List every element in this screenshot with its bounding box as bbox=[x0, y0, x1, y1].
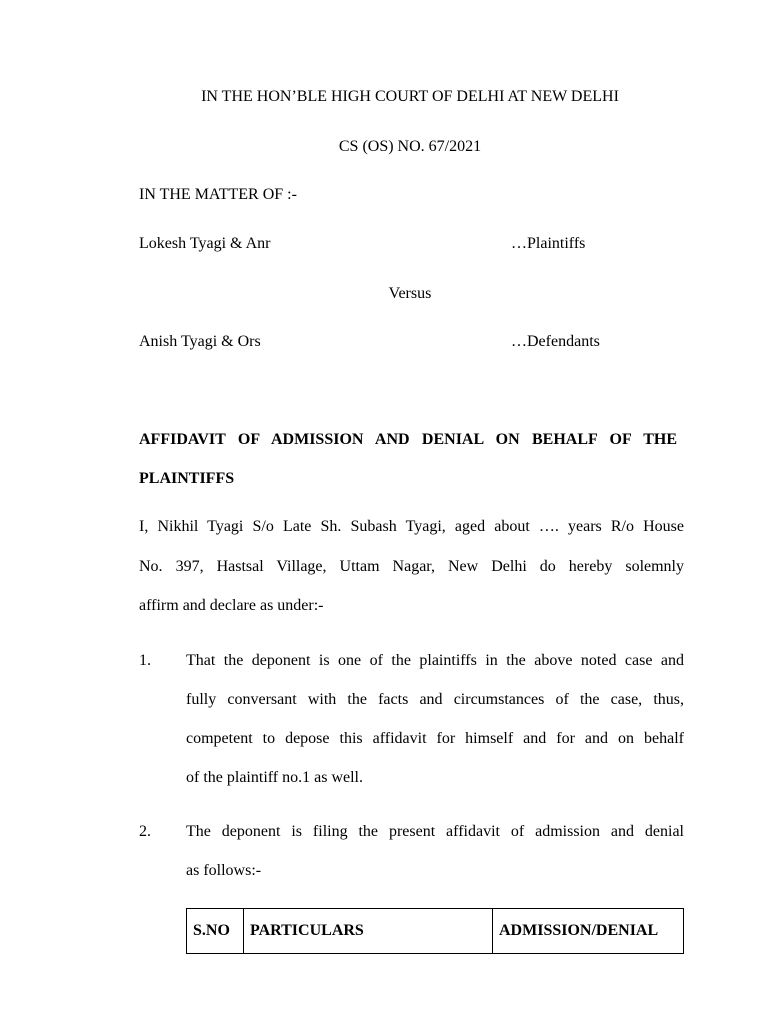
table-header-row bbox=[187, 909, 684, 954]
column-header-admission-denial: ADMISSION/DENIAL bbox=[493, 909, 684, 954]
paragraph-line: of the plaintiff no.1 as well. bbox=[186, 769, 363, 786]
intro-line1: I, Nikhil Tyagi S/o Late Sh. Subash Tyagi, aged about …. years R/o House bbox=[139, 518, 684, 535]
paragraph-line: fully conversant with the facts and circumstances of the case, thus, bbox=[186, 691, 684, 708]
case-number: CS (OS) NO. 67/2021 bbox=[338, 138, 482, 155]
intro-line2: No. 397, Hastsal Village, Uttam Nagar, New Delhi do hereby solemnly bbox=[139, 558, 684, 575]
defendant-name: Anish Tyagi & Ors bbox=[139, 333, 261, 350]
paragraph-line: That the deponent is one of the plaintiffs in the above noted case and bbox=[186, 652, 684, 669]
paragraph-line: competent to depose this affidavit for himself and for and on behalf bbox=[186, 730, 684, 747]
intro-line3: affirm and declare as under:- bbox=[139, 597, 324, 614]
plaintiff-role: …Plaintiffs bbox=[511, 235, 586, 252]
paragraph-number: 1. bbox=[139, 652, 151, 669]
versus-label: Versus bbox=[388, 285, 432, 302]
paragraph-line: The deponent is filing the present affidavit of admission and denial bbox=[186, 823, 684, 840]
defendant-role: …Defendants bbox=[511, 333, 600, 350]
plaintiff-name: Lokesh Tyagi & Anr bbox=[139, 235, 271, 252]
matter-heading: IN THE MATTER OF :- bbox=[139, 186, 297, 203]
column-header-sno: S.NO bbox=[187, 909, 244, 954]
admission-denial-table bbox=[186, 908, 684, 954]
affidavit-title-line1: AFFIDAVIT OF ADMISSION AND DENIAL ON BEHALF OF THE bbox=[139, 431, 677, 448]
affidavit-title-line2: PLAINTIFFS bbox=[139, 470, 235, 487]
court-heading: IN THE HON’BLE HIGH COURT OF DELHI AT NEW DELHI bbox=[201, 88, 619, 105]
column-header-particulars: PARTICULARS bbox=[244, 909, 493, 954]
paragraph-number: 2. bbox=[139, 823, 151, 840]
paragraph-line: as follows:- bbox=[186, 862, 262, 879]
